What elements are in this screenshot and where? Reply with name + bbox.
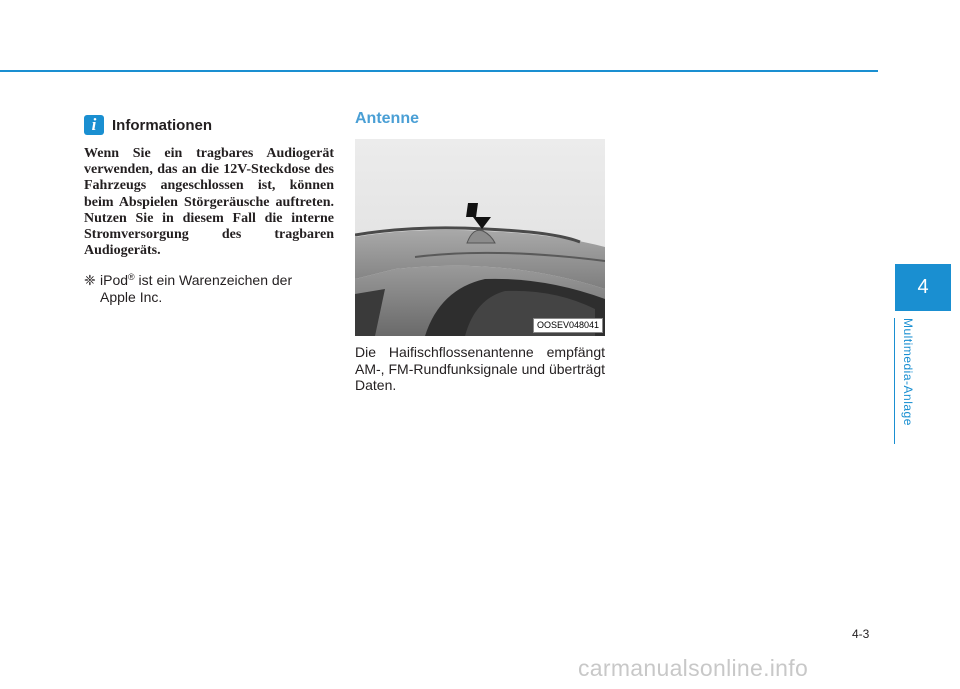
antenna-caption: Die Haifischflossenantenne empfängt AM-, FM-Rundfunksignale und überträgt Daten. [355, 344, 605, 393]
note-mark-icon: ❈ [84, 272, 96, 288]
chapter-label: Multimedia-Anlage [901, 318, 915, 426]
note-body: ist ein Warenzeichen der [134, 272, 293, 288]
watermark: carmanualsonline.info [578, 655, 809, 681]
car-roof-illustration [355, 139, 605, 336]
trademark-note [84, 272, 334, 305]
info-body: Wenn Sie ein tragbares Audiogerät verwenden, das an die 12V-Steckdose des Fahrzeugs angeschlossen ist, können beim Abspielen Störgeräusche auftreten. Nutzen Sie in diesem Fall die interne Stromversorgung des tragbaren Audiogeräts. [84, 146, 334, 259]
antenna-figure [355, 139, 605, 336]
note-text [100, 272, 334, 289]
section-title: Antenne [355, 110, 419, 127]
registered-mark: ® [128, 272, 135, 282]
note-brand: iPod [100, 272, 129, 288]
note-continuation: Apple Inc. [100, 288, 163, 305]
info-heading [84, 114, 212, 136]
image-code: OOSEV048041 [533, 318, 603, 333]
info-icon: i [84, 115, 104, 135]
top-rule [0, 70, 878, 72]
chapter-number: 4 [917, 276, 929, 298]
info-title: Informationen [112, 116, 212, 134]
side-divider [894, 318, 895, 444]
page-number: 4-3 [852, 627, 870, 641]
chapter-tab [895, 264, 951, 311]
